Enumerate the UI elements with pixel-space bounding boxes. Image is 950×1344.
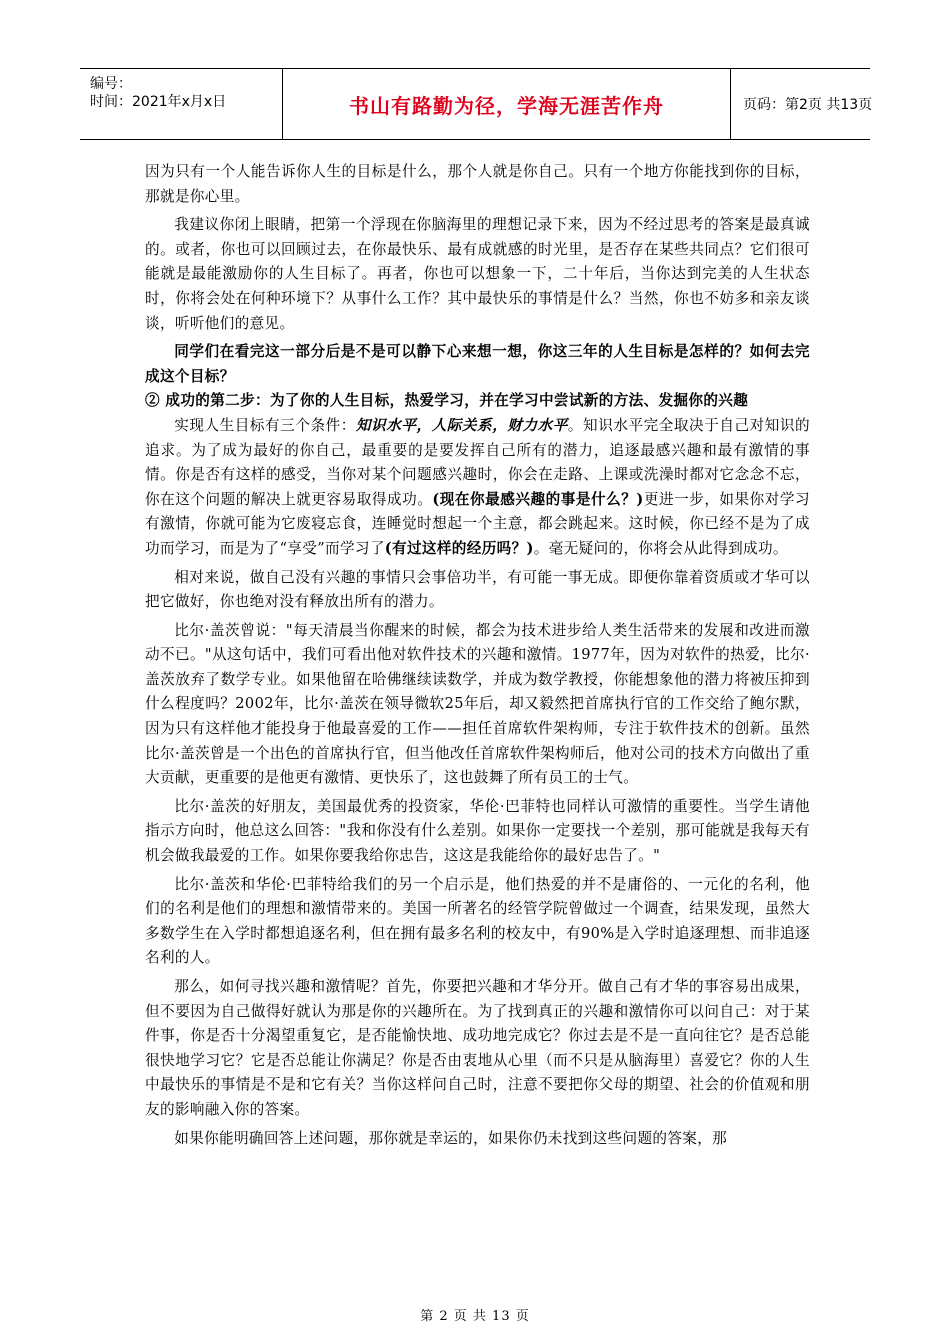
paragraph-1: 因为只有一个人能告诉你人生的目标是什么，那个人就是你自己。只有一个地方你能找到你的目标，那就是你心里。	[145, 163, 810, 205]
document-number-label: 编号：	[90, 76, 132, 92]
p5-bold-question-1: (现在你最感兴趣的事是什么？)	[432, 490, 644, 508]
page-footer: 第 2 页 共 13 页	[420, 1309, 530, 1324]
document-time-label: 时间：2021年x月x日	[90, 94, 227, 110]
paragraph-7: 比尔·盖茨曾说："每天清晨当你醒来的时候，都会为技术进步给人类生活带来的发展和改进而激动不已。"从这句话中，我们可看出他对软件技术的兴趣和激情。1977年，因为对软件的热爱，比尔·盖茨放弃了数学专业。如果他留在哈佛继续读数学，并成为数学教授，你能想象他的潜力将被压抑到什么程度吗？2002年，比尔·盖茨在领导微软25年后，却又毅然把首席执行官的工作交给了鲍尔默，因为只有这样他才能投身于他最喜爱的工作——担任首席软件架构师，专注于软件技术的创新。虽然比尔·盖茨曾是一个出色的首席执行官，但当他改任首席软件架构师后，他对公司的技术方向做出了重大贡献，更重要的是他更有激情、更快乐了，这也鼓舞了所有员工的士气。	[145, 621, 810, 787]
header-motto-cell	[283, 69, 731, 139]
p5-bold-question-2: (有过这样的经历吗？)	[384, 539, 534, 557]
p5-text-c: 。知识水平完全取决于自己对知识的追求。为了成为最好的你自己，最重要的是要发挥自己所有的潜力，追逐最感兴趣和最有激情的事情。你是否有这样的感受，当你对某个问题感兴趣时，你会在走路、上课或洗澡时都对它念念不忘，你在这个问题的解决上就更容易取得成功。	[145, 416, 810, 508]
paragraph-3-question: 同学们在看完这一部分后是不是可以静下心来想一想，你这三年的人生目标是怎样的？如何去完成这个目标？	[145, 343, 810, 385]
header-motto: 书山有路勤为径，学海无涯苦作舟	[349, 93, 664, 118]
header-page-cell	[731, 69, 873, 139]
header-page-info: 页码：第2页 共13页	[743, 97, 873, 113]
paragraph-8: 比尔·盖茨的好朋友，美国最优秀的投资家，华伦·巴菲特也同样认可激情的重要性。当学生请他指示方向时，他总这么回答："我和你没有什么差别。如果你一定要找一个差别，那可能就是我每天有机会做我最爱的工作。如果你要我给你忠告，这这是我能给你的最好忠告了。"	[145, 797, 810, 865]
p5-text-g: 。毫无疑问的，你将会从此得到成功。	[533, 539, 788, 557]
paragraph-6: 相对来说，做自己没有兴趣的事情只会事倍功半，有可能一事无成。即便你靠着资质或才华可以把它做好，你也绝对没有释放出所有的潜力。	[145, 568, 810, 611]
paragraph-5	[145, 414, 810, 562]
section-heading-step-2: ② 成功的第二步：为了你的人生目标，热爱学习，并在学习中尝试新的方法、发掘你的兴趣	[145, 392, 749, 410]
paragraph-2: 我建议你闭上眼睛，把第一个浮现在你脑海里的理想记录下来，因为不经过思考的答案是最真诚的。或者，你也可以回顾过去，在你最快乐、最有成就感的时光里，是否存在某些共同点？它们很可能就是最能激励你的人生目标了。再者，你也可以想象一下，二十年后，当你达到完美的人生状态时，你将会处在何种环境下？从事什么工作？其中最快乐的事情是什么？当然，你也不妨多和亲友谈谈，听听他们的意见。	[145, 216, 810, 332]
document-body	[145, 160, 810, 1151]
p5-text-e: 更进一步，如果你对学习有激情，你就可能为它废寝忘食，连睡觉时想起一个主意，都会跳起来。这时候，你已经不是为了成功而学习，而是为了“享受”而学习了	[145, 490, 810, 557]
p5-text-a: 实现人生目标有三个条件：	[174, 416, 356, 434]
header-meta-cell	[80, 69, 283, 139]
paragraph-10: 那么，如何寻找兴趣和激情呢？首先，你要把兴趣和才华分开。做自己有才华的事容易出成果，但不要因为自己做得好就认为那是你的兴趣所在。为了找到真正的兴趣和激情你可以问自己：对于某件事，你是否十分渴望重复它，是否能愉快地、成功地完成它？你过去是不是一直向往它？是否总能很快地学习它？它是否总能让你满足？你是否由衷地从心里（而不只是从脑海里）喜爱它？你的人生中最快乐的事情是不是和它有关？当你这样问自己时，注意不要把你父母的期望、社会的价值观和朋友的影响融入你的答案。	[145, 978, 810, 1118]
page-header	[80, 68, 873, 140]
paragraph-9: 比尔·盖茨和华伦·巴菲特给我们的另一个启示是，他们热爱的并不是庸俗的、一元化的名利，他们的名利是他们的理想和激情带来的。美国一所著名的经管学院曾做过一个调查，结果发现，虽然大多数学生在入学时都想追逐名利，但在拥有最多名利的校友中，有90%是入学时追逐理想、而非追逐名利的人。	[145, 875, 810, 967]
paragraph-11: 如果你能明确回答上述问题，那你就是幸运的，如果你仍未找到这些问题的答案，那	[174, 1129, 728, 1147]
p5-emphasis-conditions: 知识水平，人际关系，财力水平	[355, 416, 568, 434]
